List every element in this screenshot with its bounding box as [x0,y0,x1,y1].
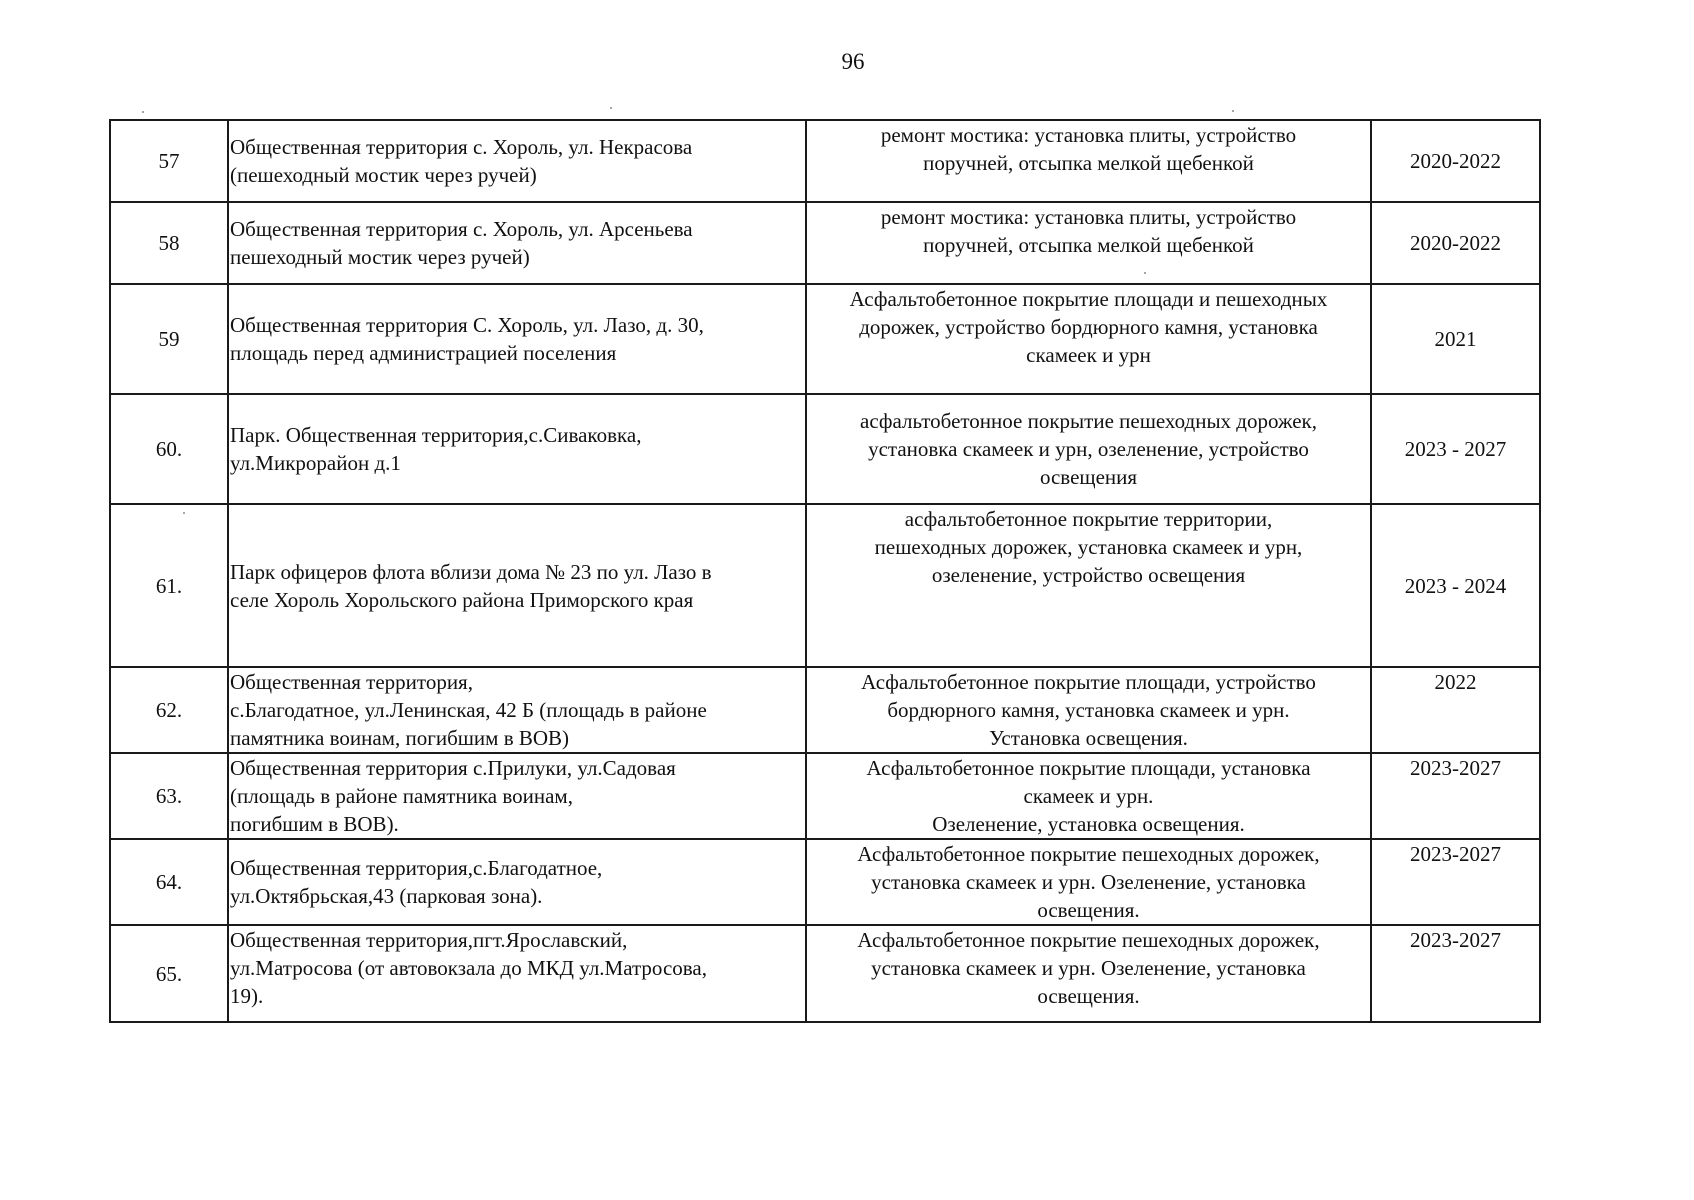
territory-name [228,753,806,839]
territory-name-line: ул.Октябрьская,43 (парковая зона). [230,884,543,908]
works-description [806,394,1371,504]
row-number: 61. [110,504,228,667]
works-description [806,284,1371,394]
works-line: освещения [1039,465,1138,489]
works-description [806,925,1371,1022]
works-line: установка скамеек и урн. Озеленение, установка [871,870,1306,894]
works-line: асфальтобетонное покрытие территории, [904,507,1273,531]
works-line: озеленение, устройство освещения [931,563,1246,587]
row-number: 59 [110,284,228,394]
territory-name [228,667,806,753]
works-line: установка скамеек и урн. Озеленение, установка [871,956,1306,980]
implementation-years: 2020-2022 [1371,120,1540,202]
scan-speck [1144,272,1146,274]
territory-name [228,839,806,925]
works-line: скамеек и урн. [1023,784,1154,808]
territory-name-line: ул.Микрорайон д.1 [230,451,401,475]
territory-name [228,120,806,202]
territory-name [228,284,806,394]
implementation-years: 2020-2022 [1371,202,1540,284]
scan-speck [610,107,612,109]
territory-name [228,394,806,504]
territory-name-line: ул.Матросова (от автовокзала до МКД ул.Матросова, [230,956,707,980]
works-line: Озеленение, установка освещения. [932,812,1245,836]
row-number: 64. [110,839,228,925]
territory-name-line: Общественная территория С. Хороль, ул. Лазо, д. 30, [230,313,704,337]
territory-name [228,925,806,1022]
territory-name-line: селе Хороль Хорольского района Приморского края [230,587,694,612]
works-line: Асфальтобетонное покрытие пешеходных дорожек, [857,928,1320,952]
scan-speck [183,512,185,514]
table-row [110,284,1540,394]
works-line: Установка освещения. [989,726,1188,750]
works-line: Асфальтобетонное покрытие площади, установка [866,756,1311,780]
table-row [110,925,1540,1022]
works-line: поручней, отсыпка мелкой щебенкой [923,151,1254,175]
works-line: скамеек и урн [1026,343,1151,367]
implementation-years: 2022 [1371,667,1540,753]
works-description [806,504,1371,667]
scan-speck [142,111,144,113]
territory-name-line: погибшим в ВОВ). [230,812,399,836]
territory-name-line: пешеходный мостик через ручей) [230,245,530,269]
page-number: 96 [841,49,865,74]
territory-name-line: Парк офицеров флота вблизи дома № 23 по ул. Лазо в [230,559,712,584]
works-line: освещения. [1037,984,1140,1008]
works-line: бордюрного камня, установка скамеек и урн. [887,698,1290,722]
territories-table [109,119,1541,1023]
territory-name-line: Общественная территория с. Хороль, ул. Некрасова [230,135,693,159]
implementation-years: 2021 [1371,284,1540,394]
implementation-years: 2023 - 2024 [1371,504,1540,667]
territory-name-line: (площадь в районе памятника воинам, [230,784,573,808]
works-line: установка скамеек и урн, озеленение, устройство [868,437,1309,461]
table-row [110,504,1540,667]
territory-name-line: с.Благодатное, ул.Ленинская, 42 Б (площадь в районе [230,698,707,722]
implementation-years: 2023-2027 [1371,925,1540,1022]
implementation-years: 2023-2027 [1371,753,1540,839]
works-line: поручней, отсыпка мелкой щебенкой [923,233,1254,257]
row-number: 60. [110,394,228,504]
works-line: дорожек, устройство бордюрного камня, установка [859,315,1318,339]
table-row [110,753,1540,839]
works-line: Асфальтобетонное покрытие площади и пешеходных [849,287,1328,311]
works-line: пешеходных дорожек, установка скамеек и урн, [874,535,1303,559]
table-row [110,202,1540,284]
territory-name-line: площадь перед администрацией поселения [230,341,617,365]
works-line: Асфальтобетонное покрытие площади, устройство [861,670,1316,694]
table-row [110,667,1540,753]
territory-name-line: (пешеходный мостик через ручей) [230,163,537,187]
works-line: асфальтобетонное покрытие пешеходных дорожек, [860,409,1317,433]
territory-name-line: Общественная территория с.Прилуки, ул.Садовая [230,756,676,780]
works-line: ремонт мостика: установка плиты, устройство [880,123,1297,147]
works-line: ремонт мостика: установка плиты, устройство [880,205,1297,229]
implementation-years: 2023-2027 [1371,839,1540,925]
works-line: освещения. [1037,898,1140,922]
implementation-years: 2023 - 2027 [1371,394,1540,504]
row-number: 62. [110,667,228,753]
table-row [110,120,1540,202]
territory-name-line: Общественная территория с. Хороль, ул. Арсеньева [230,217,693,241]
territory-name-line: Общественная территория,с.Благодатное, [230,856,603,880]
table-row [110,394,1540,504]
row-number: 57 [110,120,228,202]
row-number: 63. [110,753,228,839]
works-description [806,120,1371,202]
row-number: 65. [110,925,228,1022]
territory-name [228,504,806,667]
territory-name-line: Общественная территория, [230,670,473,694]
territory-name-line: Парк. Общественная территория,с.Сиваковка, [230,423,642,447]
territory-name-line: Общественная территория,пгт.Ярославский, [230,928,628,952]
works-description [806,667,1371,753]
works-description [806,839,1371,925]
territory-name-line: 19). [230,984,264,1008]
territory-name-line: памятника воинам, погибшим в ВОВ) [230,726,570,750]
row-number: 58 [110,202,228,284]
scan-speck [1232,110,1234,112]
works-line: Асфальтобетонное покрытие пешеходных дорожек, [857,842,1320,866]
territory-name [228,202,806,284]
table-row [110,839,1540,925]
works-description [806,753,1371,839]
works-description [806,202,1371,284]
